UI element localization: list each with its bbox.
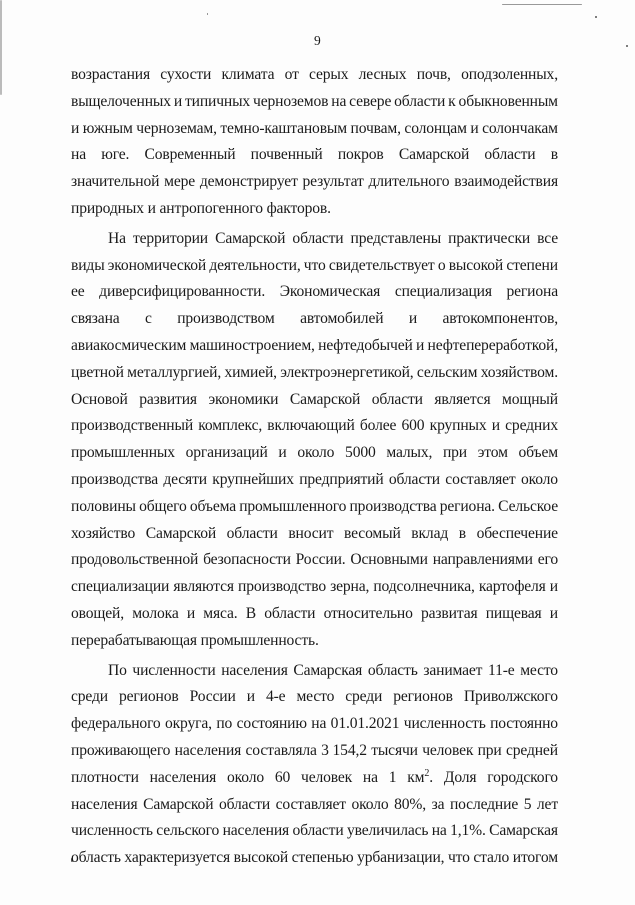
word: является <box>434 390 491 408</box>
word: безопасности <box>203 551 291 569</box>
word: области <box>484 146 536 164</box>
text-line <box>71 738 558 765</box>
word: на <box>431 822 447 840</box>
word: населения <box>221 661 288 679</box>
text-line <box>71 387 558 414</box>
word: почвенный <box>250 146 323 164</box>
word: региона. <box>439 497 495 515</box>
word: в <box>550 146 558 164</box>
word: области <box>292 229 344 247</box>
word: составляла <box>245 741 317 759</box>
word: увеличилась <box>346 822 429 840</box>
word: средних <box>505 417 558 435</box>
word: человек <box>422 741 474 759</box>
text-line <box>71 711 558 738</box>
word: подсолнечника, <box>373 578 475 596</box>
word: среди <box>345 688 383 706</box>
text-line <box>71 845 558 872</box>
word: 5000 <box>345 444 376 462</box>
text-line <box>71 226 558 253</box>
word: около <box>227 768 265 786</box>
word: состоянию <box>236 715 307 733</box>
word: Основными <box>350 551 428 569</box>
text-line <box>71 574 558 601</box>
word: связана <box>71 310 120 328</box>
word: и <box>491 417 500 435</box>
word: темно-каштановым <box>220 119 347 137</box>
word: численности <box>132 661 216 679</box>
word: с <box>145 310 152 328</box>
word: области <box>371 390 423 408</box>
word: природных и антропогенного факторов. <box>71 199 331 217</box>
word: Самарской <box>289 390 361 408</box>
word: малых, <box>386 444 433 462</box>
word: развития <box>139 390 197 408</box>
word: Самарская <box>489 822 558 840</box>
word: хозяйство <box>71 524 136 542</box>
word: составляет <box>445 470 516 488</box>
word: автомобилей <box>300 310 384 328</box>
word: в <box>458 524 466 542</box>
word: плотности <box>71 768 139 786</box>
word: предприятий <box>299 470 384 488</box>
word: регионов <box>119 688 179 706</box>
text-line <box>71 658 558 685</box>
word: характеризуется <box>124 849 231 867</box>
text-line <box>71 547 558 574</box>
word: взаимодействия <box>454 173 558 191</box>
word: России <box>189 688 236 706</box>
word: его <box>537 551 558 569</box>
word: севере <box>349 92 392 110</box>
word: перерабатывающая промышленность. <box>71 631 319 649</box>
word: оподзоленных, <box>461 66 558 83</box>
word: на <box>331 92 347 110</box>
word: южным <box>82 119 133 137</box>
word: за <box>431 795 445 813</box>
word: 80%, <box>394 795 427 813</box>
word: производство <box>238 578 327 596</box>
word: 1,1%. <box>450 822 486 840</box>
text-line <box>71 169 558 196</box>
text-line <box>71 333 558 360</box>
word: 1 <box>388 768 397 786</box>
word: производства <box>71 470 158 488</box>
word: $км^2$. <box>407 767 433 786</box>
word: сухости <box>160 66 212 83</box>
word: и <box>549 604 558 622</box>
word: составляет <box>275 795 346 813</box>
text-line <box>71 792 558 819</box>
word: постоянно <box>490 715 558 733</box>
word: что <box>447 849 470 867</box>
word: нефтепереработкой, <box>427 336 558 354</box>
word: овощей, <box>71 604 124 622</box>
word: экономической <box>107 256 207 274</box>
word: объем <box>518 444 558 462</box>
word: населения <box>222 822 290 840</box>
word: высокой <box>233 849 289 867</box>
word: около <box>351 795 389 813</box>
word: десяти <box>163 470 207 488</box>
scan-speck <box>207 13 208 15</box>
word: производства <box>349 497 437 515</box>
word: специализации <box>71 578 170 596</box>
word: мяса. <box>203 604 238 622</box>
word: и <box>278 444 287 462</box>
word: по <box>216 715 233 733</box>
word: итогом <box>512 849 558 867</box>
word: Основой <box>71 390 128 408</box>
word: производством <box>177 310 275 328</box>
word: Самарская <box>293 661 363 679</box>
word: населения <box>149 768 217 786</box>
word: 60 <box>274 768 291 786</box>
word: место <box>520 661 558 679</box>
word: диверсифицированности. <box>99 283 266 301</box>
word: продовольственной <box>71 551 199 569</box>
word: серых <box>309 66 349 83</box>
word: Самарской <box>145 524 217 542</box>
word: нефтедобычей <box>318 336 413 354</box>
word: области <box>226 524 278 542</box>
word: вклад <box>411 524 449 542</box>
text-line <box>71 62 558 89</box>
text-line <box>71 440 558 467</box>
word: ее <box>71 283 85 301</box>
word: развитая <box>421 604 478 622</box>
text-line <box>71 765 558 792</box>
word: значительной <box>71 173 160 191</box>
word: 4-е <box>265 688 286 706</box>
word: 600 <box>401 417 425 435</box>
word: Самарской <box>398 146 470 164</box>
word: городского <box>487 768 558 786</box>
word: и <box>416 336 425 354</box>
word: стало <box>473 849 510 867</box>
word: промышленных <box>71 444 175 462</box>
word: региона <box>506 283 558 301</box>
word: результат <box>302 173 364 191</box>
word: длительного <box>368 173 450 191</box>
word: объема <box>189 497 236 515</box>
word: возрастания <box>71 66 150 83</box>
word: и <box>549 578 558 596</box>
word: тысячи <box>371 741 418 759</box>
word: комплекс, <box>198 417 263 435</box>
word: юге. <box>101 146 130 164</box>
word: покров <box>337 146 384 164</box>
word: территории <box>132 229 209 247</box>
word: климата <box>221 66 275 83</box>
word: сельского <box>156 822 220 840</box>
word: Самарской <box>143 795 214 813</box>
word: обыкновенным <box>458 92 558 110</box>
word: около <box>520 470 558 488</box>
word: регионов <box>393 688 453 706</box>
word: мощный <box>502 390 558 408</box>
word: пищевая <box>485 604 542 622</box>
word: являются <box>173 578 234 596</box>
body-text <box>71 62 558 872</box>
indent-wrap <box>71 658 127 685</box>
word: область <box>71 849 121 867</box>
scan-edge-mark <box>502 4 582 5</box>
word: Доля <box>443 768 477 786</box>
word: населения <box>174 741 242 759</box>
word: направлениями <box>432 551 533 569</box>
word: что <box>303 256 326 274</box>
word: вносит <box>288 524 334 542</box>
word: на <box>71 146 86 164</box>
word: хозяйством. <box>480 363 558 381</box>
punctuation: . <box>429 768 433 786</box>
word: практически <box>448 229 531 247</box>
word: области <box>394 92 446 110</box>
text-line <box>71 521 558 548</box>
text-line <box>71 601 558 628</box>
word: Экономическая <box>279 283 381 301</box>
word: авиакосмическим <box>71 336 187 354</box>
word: автокомпонентов, <box>442 310 558 328</box>
text-line <box>71 818 558 845</box>
word: и <box>246 688 255 706</box>
word: области <box>218 795 271 813</box>
word: черноземам, <box>136 119 217 137</box>
word: весомый <box>344 524 401 542</box>
word: и <box>186 604 196 622</box>
word: занимает <box>423 661 483 679</box>
text-line <box>71 116 558 143</box>
word: и <box>408 310 418 328</box>
text-line <box>71 89 558 116</box>
word: и <box>470 119 479 137</box>
word: общего <box>139 497 187 515</box>
word: зерна, <box>330 578 370 596</box>
word: численность <box>71 822 153 840</box>
word: и <box>71 119 80 137</box>
word: черноземов <box>253 92 329 110</box>
text-line <box>71 628 558 655</box>
text-line <box>71 413 558 440</box>
word: солонцам <box>404 119 467 137</box>
word: среди <box>71 688 108 706</box>
word: область <box>367 661 418 679</box>
word: около <box>297 444 335 462</box>
word: 3 154,2 <box>321 741 367 759</box>
word: представлены <box>350 229 442 247</box>
word: 11-е <box>488 661 515 679</box>
word: лесных <box>358 66 407 83</box>
word: экономики <box>208 390 279 408</box>
word: проживающего <box>71 741 171 759</box>
word: По <box>108 661 127 679</box>
word: области <box>292 822 344 840</box>
word: демонстрирует <box>199 173 298 191</box>
word: сельским <box>416 363 478 381</box>
word: средней <box>505 741 558 759</box>
word: от <box>284 66 299 83</box>
word: производственный <box>71 417 194 435</box>
word: и <box>173 92 183 110</box>
word: 01.01.2021 <box>330 715 400 733</box>
word: Приволжского <box>463 688 558 706</box>
word: этом <box>477 444 508 462</box>
word: 5 <box>523 795 532 813</box>
word: В <box>245 604 257 622</box>
word: свидетельствует <box>328 256 435 274</box>
word: округа, <box>164 715 212 733</box>
word: деятельности, <box>209 256 301 274</box>
word: на <box>311 715 327 733</box>
word: численность <box>403 715 486 733</box>
indent-wrap <box>71 226 126 253</box>
word: Самарской <box>215 229 286 247</box>
text-line <box>71 306 558 333</box>
word: населения <box>71 795 138 813</box>
word: выщелоченных <box>71 92 171 110</box>
word: мере <box>164 173 196 191</box>
word: области <box>264 604 316 622</box>
word: включающий <box>267 417 355 435</box>
word: солончакам <box>482 119 558 137</box>
word: картофеля <box>478 578 546 596</box>
word: относительно <box>323 604 413 622</box>
word: почв, <box>416 66 451 83</box>
text-line <box>71 279 558 306</box>
text-line <box>71 196 558 223</box>
word: промышленного <box>239 497 347 515</box>
word: высокой <box>448 256 504 274</box>
word: типичных <box>184 92 251 110</box>
word: организаций <box>185 444 268 462</box>
word: все <box>537 229 558 247</box>
superscript: 2 <box>424 767 430 779</box>
text-line <box>71 684 558 711</box>
word: человек <box>301 768 353 786</box>
word: Современный <box>144 146 236 164</box>
text-line <box>71 467 558 494</box>
word: половины <box>71 497 136 515</box>
text-line <box>71 360 558 387</box>
scan-speck <box>595 16 597 18</box>
word: молока <box>132 604 179 622</box>
word: России. <box>295 551 346 569</box>
word: урбанизации, <box>357 849 445 867</box>
word: электроэнергетикой, <box>280 363 414 381</box>
word: виды <box>71 256 105 274</box>
word: крупнейших <box>212 470 294 488</box>
word: Сельское <box>498 497 558 515</box>
word: области <box>388 470 440 488</box>
word: при <box>477 741 502 759</box>
word: последние <box>449 795 519 813</box>
text-line <box>71 494 558 521</box>
word: металлургией, <box>127 363 222 381</box>
word: степени <box>506 256 558 274</box>
page-number: 9 <box>314 33 321 48</box>
word: более <box>359 417 397 435</box>
word: место <box>296 688 335 706</box>
word: при <box>442 444 467 462</box>
word: На <box>108 229 126 247</box>
word: почвам, <box>350 119 401 137</box>
word: на <box>362 768 378 786</box>
word: степенью <box>291 849 354 867</box>
word: о <box>437 256 446 274</box>
word: химией, <box>224 363 277 381</box>
word: крупных <box>429 417 487 435</box>
word: федерального <box>71 715 161 733</box>
text-line <box>71 253 558 280</box>
word: цветной <box>71 363 124 381</box>
word: обеспечение <box>476 524 558 542</box>
word: лет <box>536 795 558 813</box>
text-line <box>71 142 558 169</box>
word: специализация <box>394 283 492 301</box>
word: к <box>448 92 456 110</box>
word: машиностроением, <box>189 336 315 354</box>
